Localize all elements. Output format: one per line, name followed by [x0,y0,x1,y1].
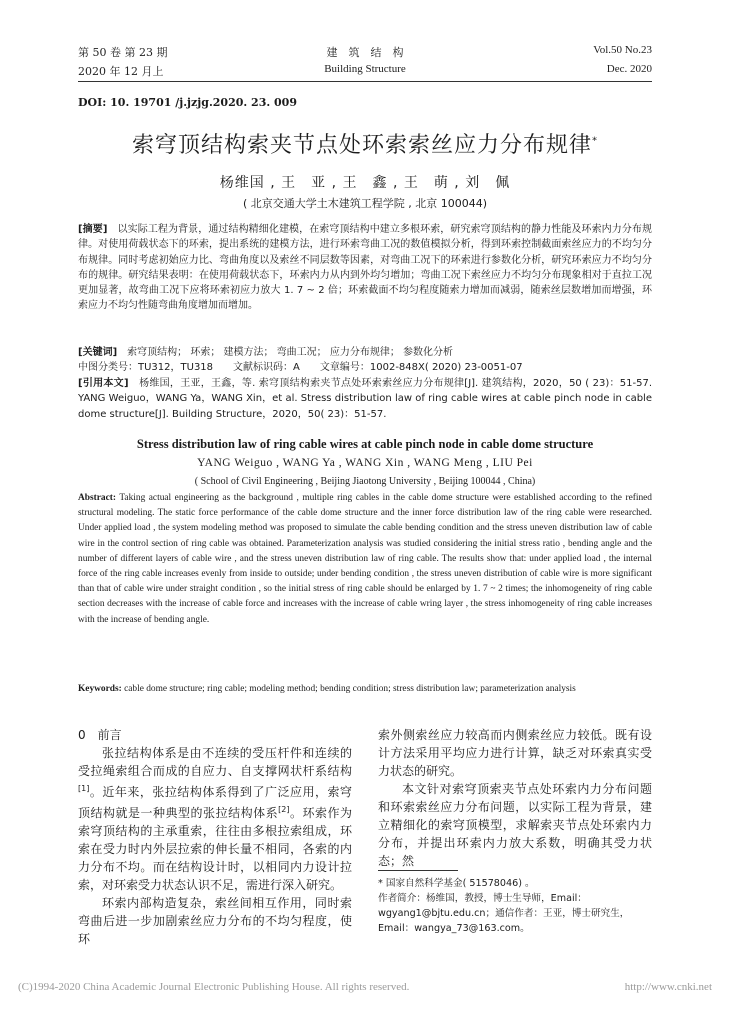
affiliation-en: ( School of Civil Engineering , Beijing Jiaotong University , Beijing 100044 , China) [194,476,536,487]
keywords-cn-label: [关键词] [78,347,118,358]
right-column [378,726,652,870]
title-en: Stress distribution law of ring cable wires at cable pinch node in cable dome structure [136,437,594,451]
citation-text: 杨维国，王亚，王鑫，等. 索穹顶结构索夹节点处环索索丝应力分布规律[J]. 建筑结构，2020，50 ( 23)：51-57. YANG Weiguo，WANG Ya，WANG Xin，et al. Stress distribution law of ring cable wires at cable pinch node in cable dome structure[J]. Building Structure，2020，50( 23)：51-57. [78,378,653,420]
header-volume: 第 50 卷 第 23 期 [78,46,168,59]
footnote-funding: * 国家自然科学基金( 51578046) 。 [378,878,535,889]
citation-label: [引用本文] [78,378,129,389]
left-column [78,744,352,948]
footnote-authors: 作者简介：杨维国，教授，博士生导师，Email：wgyang1@bjtu.edu.cn；通信作者：王亚，博士研究生，Email：wangya_73@163.com。 [378,893,630,934]
body-paragraph: 索外侧索丝应力较高而内侧索丝应力较低。既有设计方法采用平均应力进行计算，缺乏对环索真实受力状态的研究。 [378,728,652,778]
page-title [0,128,730,159]
copyright-text: (C)1994-2020 China Academic Journal Electronic Publishing House. All rights reserved. [18,981,410,993]
reference-1[interactable]: [1] [78,784,90,793]
footnotes [378,876,652,936]
keywords-en [78,682,652,697]
section-title: 前言 [97,728,122,742]
cnki-link[interactable]: http://www.cnki.net [624,981,712,993]
keywords-en-text: cable dome structure; ring cable; modeling method; bending condition; stress distribution law; parameterization analysis [124,684,576,694]
title-text: 索穹顶结构索夹节点处环索索丝应力分布规律 [131,133,592,158]
citation [78,376,652,422]
classification-cn: 中图分类号：TU312，TU318 文献标识码：A 文章编号：1002-848X( 2020) 23-0051-07 [78,362,523,373]
authors-en: YANG Weiguo , WANG Ya , WANG Xin , WANG Meng , LIU Pei [197,457,533,469]
copyright-footer [18,981,712,993]
keywords-cn [78,345,652,360]
abstract-en-label: Abstract: [78,493,117,503]
title-footnote-mark: * [592,135,598,147]
reference-2[interactable]: [2] [278,805,290,814]
abstract-cn-text: 以实际工程为背景，通过结构精细化建模，在索穹顶结构中建立多根环索，研究索穹顶结构的静力性能及环索内力分布规律。对使用荷载状态下的环索，提出系统的建模方法，进行环索弯曲工况的数值模拟分析，得到环索控制截面索丝应力的不均匀分布规律。同时考虑初始应力比、弯曲角度以及索丝不同层数等因素，对弯曲工况下的环索进行参数化分析，研究环索应力不均匀分布的规律。研究结果表明：在使用荷载状态下，环索内力从内到外均匀增加；弯曲工况下索丝应力不均匀分布现象相对于直拉工况更加显著，故弯曲工况下应将环索初应力放大 1. 7 ~ 2 倍；环索截面不均匀程度随索力增加而减弱，随索丝层数增加而增强，环索应力不均匀性随弯曲角度增加而增加。 [78,224,653,312]
header-journal-cn: 建 筑 结 构 [326,46,404,59]
header-volume-en: Vol.50 No.23 [593,44,652,56]
section-heading [78,726,122,743]
authors-cn: 杨维国 , 王 亚 , 王 鑫 , 王 萌 , 刘 佩 [219,175,511,191]
section-number: 0 [78,728,86,742]
abstract-cn [78,222,652,314]
doi: DOI: 10. 19701 /j.jzjg.2020. 23. 009 [78,96,297,109]
header-date-cn: 2020 年 12 月上 [78,65,164,78]
header-date-en: Dec. 2020 [606,63,652,75]
header-rule [78,81,652,82]
body-paragraph: 本文针对索穹顶索夹节点处环索内力分布问题和环索索丝应力分布问题，以实际工程为背景，建立精细化的索穹顶模型，求解索夹节点处环索内力分布，并提出环索内力放大系数，明确其受力状态；然 [378,782,652,868]
footnote-rule [378,870,458,871]
abstract-en-text: Taking actual engineering as the background , multiple ring cables in the cable dome structure were established according to the refined structural modeling. The static force performance of the cable dome structure and the inner force distribution law of the ring cable were researched. Under applied load , the system modeling method was proposed to simulate the cable bending condition and the stress uneven distribution law of cable wire in the control section of ring cable was obtained. Parameterization analysis was studied considering the initial stress ratio , bending angle and the number of different layers of cable wire , and the stress uneven distribution law of ring cable. The results show that: under applied load , the internal force of the ring cable increases evenly from inside to outside; under bending condition , the stress uneven distribution of cable wire is more significant than that of cable wire under straight condition , so the initial stress of ring cable should be enlarged by 1. 7 ~ 2 times; the inhomogeneity of ring cable section decreases with the increase of cable force and increases with the increase of cable wring layer , the stress inhomogeneity of ring cable increases with the increase of bending angle. [78,493,652,625]
affiliation-cn: ( 北京交通大学土木建筑工程学院 , 北京 100044) [242,197,488,210]
keywords-cn-text: 索穹顶结构； 环索； 建模方法； 弯曲工况； 应力分布规律； 参数化分析 [127,347,454,358]
body-paragraph: 环索内部构造复杂，索丝间相互作用，同时索弯曲后进一步加剧索丝应力分布的不均匀程度，使环 [78,896,352,946]
keywords-en-label: Keywords: [78,684,122,694]
body-paragraph: 张拉结构体系是由不连续的受压杆件和连续的受拉绳索组合而成的自应力、自支撑网状杆系结构[1]。近年来，张拉结构体系得到了广泛应用，索穹顶结构就是一种典型的张拉结构体系[2]。环索作为索穹顶结构的主承重索，往往由多根拉索组成，环索在受力时内外层拉索的伸长量不相同，各索的内力分布不均。而在结构设计时，以相同内力设计拉索，对环索受力状态认识不足，需进行深入研究。 [78,746,352,892]
abstract-cn-label: [摘要] [78,224,108,235]
abstract-en [78,491,652,628]
header-journal-en: Building Structure [324,63,406,75]
